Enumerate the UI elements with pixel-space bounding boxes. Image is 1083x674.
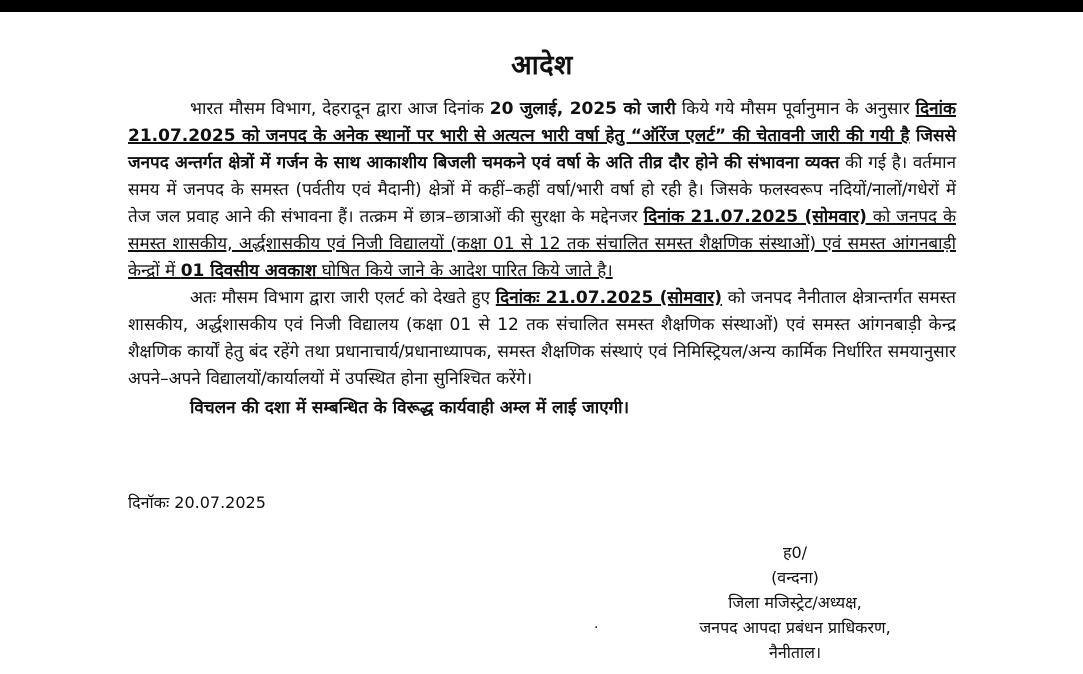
signatory-district: नैनीताल। (768, 643, 822, 662)
p1-alert-issue-date: 20 जुलाई, 2025 को जारी (489, 99, 676, 119)
stray-dot: . (594, 616, 599, 632)
p2-closure-date: दिनांकः 21.07.2025 (सोमवार) (495, 288, 723, 308)
p1-text-1: भारत मौसम विभाग, देहरादून द्वारा आज दिनांक (190, 99, 490, 119)
issue-date: दिनॉकः 20.07.2025 (128, 493, 266, 512)
p2-text-2: को जनपद नैनीताल क्षेत्रान्तर्गत समस्त शासकीय, अर्द्धशासकीय एवं निजी विद्यालय (कक्षा 01 से 12 तक संचालित समस्त शैक्षणिक संस्थाओं) एवं समस्त आंगनबाड़ी केन्द्र शैक्षणिक कार्यों हेतु बंद रहेंगे तथा प्रधानाचार्य/प्रधानाध्यापक, समस्त शैक्षणिक संस्थाएं एवं निमिस्ट्रियल/अन्य कार्मिक निर्धारित समयानुसार अपने–अपने विद्यालयों/कार्यालयों में उपस्थित होना सुनिश्चित करेंगे। (128, 288, 956, 389)
p1-thunder-warning: जिससे जनपद अन्तर्गत क्षेत्रों में गर्जन के साथ आकाशीय बिजली चमकने एवं वर्षा के अति तीव्र दौर होने की संभावना व्यक्त (128, 126, 957, 173)
p1-text-2: किये गये मौसम पूर्वानुमान के अनुसार (675, 99, 916, 119)
signature-block (650, 540, 940, 665)
penalty-warning: विचलन की दशा में सम्बन्धित के विरूद्ध कार्यवाही अम्ल में लाई जाएगी। (190, 398, 630, 418)
document-title: आदेश (511, 50, 573, 81)
p1-schools-text: को जनपद के समस्त शासकीय, अर्द्धशासकीय एवं निजी विद्यालयों (कक्षा 01 से 12 तक संचालित समस्त शैक्षणिक संस्थाओं) एवं समस्त आंगनबाड़ी केन्द्रों में (128, 207, 956, 281)
p1-holiday-date: दिनांक 21.07.2025 (सोमवार) (643, 207, 867, 227)
p1-text-3: की गई है। वर्तमान समय में जनपद के समस्त (पर्वतीय एवं मैदानी) क्षेत्रों में कहीं–कहीं वर्षा/भारी वर्षा हो रही है। जिसके फलस्वरूप नदियों/नालों/गधेरों में तेज जल प्रवाह आने की संभावना हैं। तत्क्रम में छात्र–छात्राओं की सुरक्षा के मद्देनजर (128, 153, 957, 227)
order-document (128, 45, 956, 422)
paragraph-weather-alert (128, 96, 956, 285)
signature-mark: ह0/ (782, 543, 808, 562)
paragraph-closure-order (128, 285, 956, 393)
signatory-name: (वन्दना) (771, 568, 819, 587)
p1-order-text: घोषित किये जाने के आदेश पारित किये जाते है। (316, 261, 613, 281)
top-black-bar (0, 0, 1083, 12)
p1-orange-alert: दिनांक 21.07.2025 को जनपद के अनेक स्थानों पर भारी से अत्यत्न भारी वर्षा हेतु “ऑरेंज एलर्ट” की चेतावनी जारी की गयी है (128, 99, 956, 146)
p1-holiday-duration: 01 दिवसीय अवकाश (180, 261, 317, 281)
signatory-designation: जिला मजिस्ट्रेट/अध्यक्ष, (728, 593, 862, 612)
signatory-authority: जनपद आपदा प्रबंधन प्राधिकरण, (699, 618, 891, 637)
p2-text-1: अतः मौसम विभाग द्वारा जारी एलर्ट को देखते हुए (190, 288, 496, 308)
